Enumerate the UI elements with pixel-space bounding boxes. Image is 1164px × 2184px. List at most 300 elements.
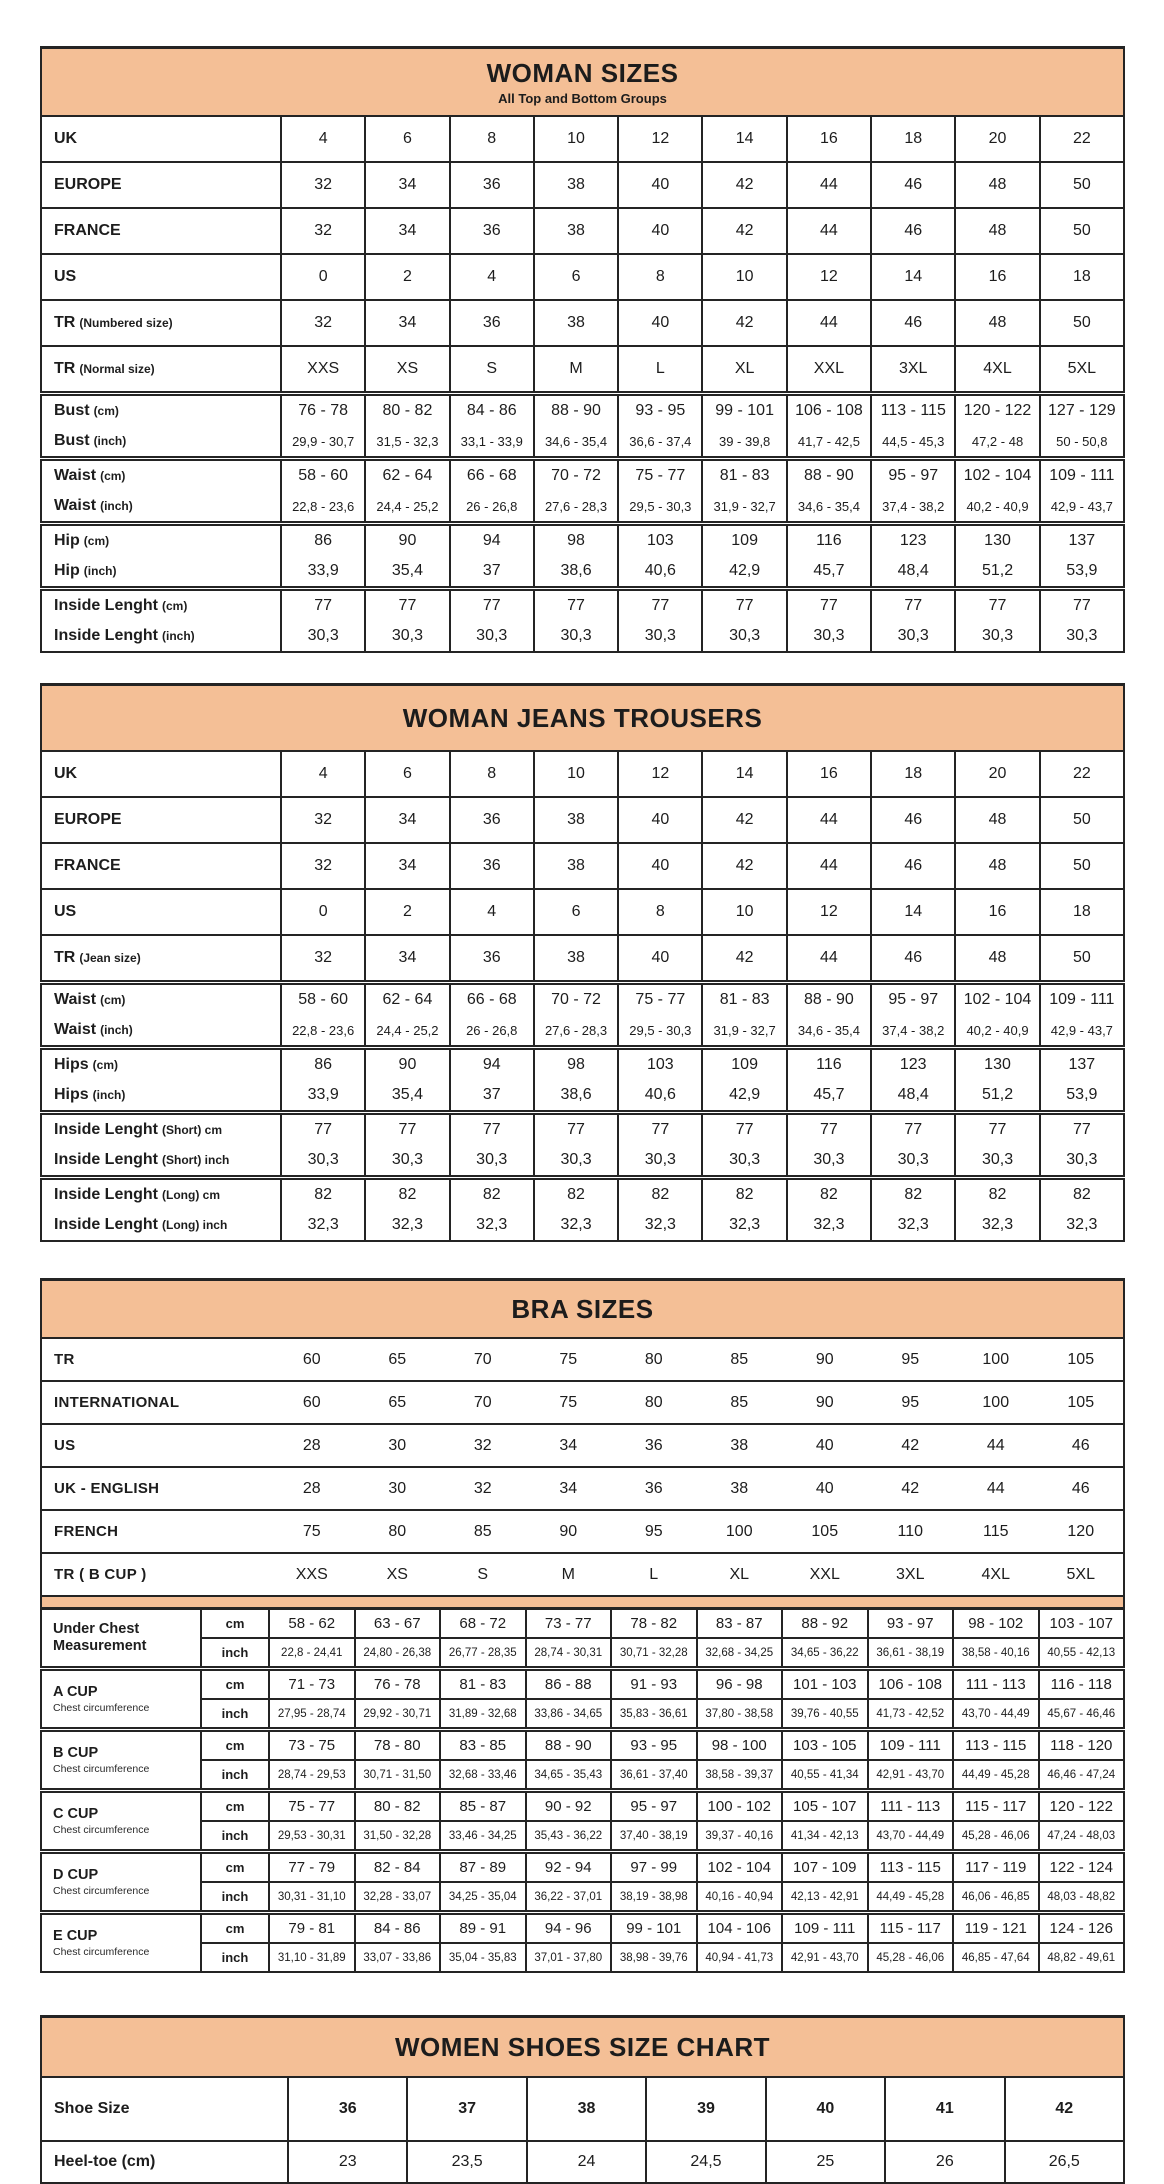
cell-value: 35,83 - 36,61	[611, 1699, 697, 1730]
row-label-note: (Short) cm	[162, 1123, 222, 1137]
row-label-text: Inside Lenght	[54, 627, 158, 644]
cell-value: 30,3	[702, 621, 786, 652]
cell-value: 109 - 111	[1040, 983, 1124, 1016]
cell-value: 35,04 - 35,83	[440, 1943, 526, 1972]
row-label-text: Waist	[54, 497, 97, 514]
unit-label: cm	[201, 1852, 269, 1883]
cell-value: 43,70 - 44,49	[868, 1821, 954, 1852]
cell-value: 88 - 90	[787, 459, 871, 492]
cell-value: 37	[450, 1080, 534, 1113]
cell-value: 93 - 95	[611, 1730, 697, 1761]
cell-value: 58 - 60	[281, 459, 365, 492]
cell-value: 50	[1040, 935, 1124, 983]
cell-value: 6	[534, 889, 618, 935]
table-row	[41, 1669, 1124, 1700]
cell-value: 62 - 64	[365, 459, 449, 492]
cell-value: 44	[787, 935, 871, 983]
cell-value: 93 - 95	[618, 394, 702, 427]
cell-value: 26	[885, 2141, 1004, 2183]
unit-label: inch	[201, 1699, 269, 1730]
row-label-text: FRANCE	[54, 857, 121, 874]
cell-value: 16	[787, 116, 871, 162]
cell-value: 81 - 83	[702, 459, 786, 492]
row-label-text: TR	[54, 1350, 75, 1368]
cell-value: 115 - 117	[953, 1791, 1039, 1822]
cell-value: 75 - 77	[269, 1791, 355, 1822]
table-row	[41, 1730, 1124, 1761]
cell-value: 28	[269, 1467, 355, 1510]
row-label	[41, 1669, 201, 1730]
row-label	[41, 1609, 201, 1669]
cell-value: XXS	[269, 1553, 355, 1596]
cell-value: 36	[450, 300, 534, 346]
cell-value: 37,40 - 38,19	[611, 1821, 697, 1852]
cell-value: 37,4 - 38,2	[871, 1015, 955, 1048]
cell-value: 100	[697, 1510, 783, 1553]
cell-value: 137	[1040, 524, 1124, 557]
cell-value: 30,71 - 32,28	[611, 1638, 697, 1669]
cell-value: 96 - 98	[697, 1669, 783, 1700]
table-row	[41, 1882, 1124, 1913]
cell-value: 109 - 111	[1040, 459, 1124, 492]
cell-value: 42,9 - 43,7	[1040, 491, 1124, 524]
row-label-note: (Normal size)	[79, 362, 155, 376]
cell-value: 109 - 111	[868, 1730, 954, 1761]
cell-value: 23	[288, 2141, 407, 2183]
cell-value: XL	[697, 1553, 783, 1596]
cell-value: 127 - 129	[1040, 394, 1124, 427]
cell-value: 50	[1040, 208, 1124, 254]
cell-value: 99 - 101	[611, 1913, 697, 1944]
cell-value: 50	[1040, 300, 1124, 346]
cell-value: 82	[787, 1178, 871, 1211]
cell-value: 24,4 - 25,2	[365, 1015, 449, 1048]
cell-value: 102 - 104	[697, 1852, 783, 1883]
cell-value: 66 - 68	[450, 983, 534, 1016]
cell-value: 16	[955, 254, 1039, 300]
cell-value: 10	[702, 254, 786, 300]
cell-value: 24,80 - 26,38	[355, 1638, 441, 1669]
table-title-cell	[41, 1280, 1124, 1339]
row-label-text: Inside Lenght	[54, 1121, 158, 1138]
cell-value: 77	[1040, 589, 1124, 622]
table-row	[41, 1015, 1124, 1048]
cell-value: 28	[269, 1424, 355, 1467]
cell-value: 102 - 104	[955, 459, 1039, 492]
woman-jeans-trousers-section	[40, 683, 1164, 1242]
row-label-text: Heel-toe (cm)	[54, 2153, 156, 2170]
row-label	[41, 1178, 281, 1211]
cell-value: 45,7	[787, 556, 871, 589]
row-label-note: Chest circumference	[53, 1945, 150, 1958]
cell-value: 78 - 80	[355, 1730, 441, 1761]
cell-value: 88 - 90	[787, 983, 871, 1016]
cell-value: 42	[702, 162, 786, 208]
cell-value: 98 - 100	[697, 1730, 783, 1761]
row-label-note: (Long) inch	[162, 1218, 228, 1232]
cell-value: 26,77 - 28,35	[440, 1638, 526, 1669]
cell-value: 82	[955, 1178, 1039, 1211]
table-row	[41, 797, 1124, 843]
cell-value: 32	[440, 1424, 526, 1467]
cell-value: 90	[365, 524, 449, 557]
cell-value: 90	[365, 1048, 449, 1081]
row-label-text: EUROPE	[54, 811, 122, 828]
cell-value: 105	[1039, 1381, 1125, 1424]
row-label	[41, 889, 281, 935]
cell-value: 75 - 77	[618, 983, 702, 1016]
table-row	[41, 346, 1124, 394]
cell-value: 40	[766, 2077, 885, 2141]
table-row	[41, 1852, 1124, 1883]
cell-value: 22,8 - 23,6	[281, 1015, 365, 1048]
cell-value: 130	[955, 1048, 1039, 1081]
cell-value: 24,5	[646, 2141, 765, 2183]
cell-value: 88 - 90	[534, 394, 618, 427]
row-label	[41, 394, 281, 427]
cell-value: 82	[534, 1178, 618, 1211]
row-label	[41, 751, 281, 797]
cell-value: 95	[611, 1510, 697, 1553]
cell-value: 47,24 - 48,03	[1039, 1821, 1125, 1852]
table-title-cell	[41, 48, 1124, 117]
cell-value: L	[618, 346, 702, 394]
cell-value: 119 - 121	[953, 1913, 1039, 1944]
cell-value: 110	[868, 1510, 954, 1553]
cell-value: 120 - 122	[1039, 1791, 1125, 1822]
table-row	[41, 1080, 1124, 1113]
cell-value: 3XL	[871, 346, 955, 394]
cell-value: 38	[534, 208, 618, 254]
cell-value: 32,28 - 33,07	[355, 1882, 441, 1913]
cell-value: 77	[281, 1113, 365, 1146]
table-title-row	[41, 2017, 1124, 2078]
table-title: WOMEN SHOES SIZE CHART	[394, 2031, 770, 2062]
cell-value: 117 - 119	[953, 1852, 1039, 1883]
row-label-text: Inside Lenght	[54, 597, 158, 614]
cell-value: 48	[955, 208, 1039, 254]
cell-value: 105	[1039, 1338, 1125, 1381]
row-label-text: Inside Lenght	[54, 1151, 158, 1168]
cell-value: 22	[1040, 751, 1124, 797]
cell-value: 44	[787, 162, 871, 208]
cell-value: 115	[953, 1510, 1039, 1553]
cell-value: 14	[702, 116, 786, 162]
cell-value: 23,5	[407, 2141, 526, 2183]
unit-label: inch	[201, 1821, 269, 1852]
cell-value: 104 - 106	[697, 1913, 783, 1944]
cell-value: 46	[871, 797, 955, 843]
cell-value: 32,68 - 34,25	[697, 1638, 783, 1669]
table-row	[41, 1113, 1124, 1146]
cell-value: 29,5 - 30,3	[618, 1015, 702, 1048]
cell-value: 48	[955, 935, 1039, 983]
cell-value: 90	[782, 1381, 868, 1424]
row-label-note: (inch)	[83, 564, 117, 578]
row-label	[41, 162, 281, 208]
row-label-text: Hips	[54, 1086, 89, 1103]
table-row	[41, 1943, 1124, 1972]
cell-value: 50 - 50,8	[1040, 426, 1124, 459]
cell-value: 85	[440, 1510, 526, 1553]
cell-value: 34	[365, 797, 449, 843]
cell-value: 28,74 - 30,31	[526, 1638, 612, 1669]
cell-value: 32	[440, 1467, 526, 1510]
cell-value: 45,28 - 46,06	[868, 1943, 954, 1972]
cell-value: 6	[534, 254, 618, 300]
row-label	[41, 2141, 288, 2183]
cell-value: 107 - 109	[782, 1852, 868, 1883]
cell-value: 95	[868, 1338, 954, 1381]
cell-value: 36	[450, 162, 534, 208]
table-row	[41, 1048, 1124, 1081]
cell-value: 34	[365, 208, 449, 254]
row-label-note: (inch)	[162, 629, 195, 643]
cell-value: 33,07 - 33,86	[355, 1943, 441, 1972]
cell-value: 18	[1040, 254, 1124, 300]
cell-value: 70	[440, 1338, 526, 1381]
cell-value: 89 - 91	[440, 1913, 526, 1944]
cell-value: 98	[534, 524, 618, 557]
cell-value: 50	[1040, 162, 1124, 208]
row-label	[41, 491, 281, 524]
cell-value: 65	[355, 1381, 441, 1424]
cell-value: 33,9	[281, 556, 365, 589]
cell-value: 27,6 - 28,3	[534, 491, 618, 524]
table-row	[41, 254, 1124, 300]
cell-value: 38	[534, 843, 618, 889]
cell-value: 40	[618, 797, 702, 843]
cell-value: 30	[355, 1467, 441, 1510]
cell-value: 5XL	[1039, 1553, 1125, 1596]
cell-value: 48	[955, 843, 1039, 889]
table-row	[41, 426, 1124, 459]
cell-value: 34	[365, 162, 449, 208]
cell-value: 31,9 - 32,7	[702, 491, 786, 524]
table-row	[41, 843, 1124, 889]
cell-value: 93 - 97	[868, 1609, 954, 1639]
cell-value: 32	[281, 300, 365, 346]
cell-value: 36	[450, 935, 534, 983]
separator-strip	[41, 1596, 1124, 1609]
row-label	[41, 621, 281, 652]
cell-value: 123	[871, 1048, 955, 1081]
cell-value: 4XL	[955, 346, 1039, 394]
table-row	[41, 300, 1124, 346]
cell-value: 0	[281, 889, 365, 935]
cell-value: 48	[955, 162, 1039, 208]
cell-value: XXL	[787, 346, 871, 394]
cell-value: 58 - 62	[269, 1609, 355, 1639]
row-label	[41, 983, 281, 1016]
cell-value: 38	[534, 300, 618, 346]
row-label-note: (cm)	[83, 534, 110, 548]
cell-value: 12	[618, 751, 702, 797]
cell-value: 77 - 79	[269, 1852, 355, 1883]
cell-value: 47,2 - 48	[955, 426, 1039, 459]
cell-value: 43,70 - 44,49	[953, 1699, 1039, 1730]
cell-value: 77	[618, 589, 702, 622]
cell-value: 113 - 115	[871, 394, 955, 427]
cell-value: 34	[526, 1424, 612, 1467]
row-label-text: Bust	[54, 432, 90, 449]
cell-value: 123	[871, 524, 955, 557]
cell-value: 75	[526, 1338, 612, 1381]
cell-value: 84 - 86	[355, 1913, 441, 1944]
cell-value: 130	[955, 524, 1039, 557]
table-row	[41, 116, 1124, 162]
cell-value: 29,9 - 30,7	[281, 426, 365, 459]
table-row	[41, 935, 1124, 983]
cell-value: 82	[618, 1178, 702, 1211]
cell-value: 66 - 68	[450, 459, 534, 492]
cell-value: 26,5	[1005, 2141, 1124, 2183]
cell-value: 44,49 - 45,28	[868, 1882, 954, 1913]
row-label-note: (Jean size)	[79, 951, 141, 965]
cell-value: 124 - 126	[1039, 1913, 1125, 1944]
cell-value: 46	[1039, 1424, 1125, 1467]
cell-value: 10	[534, 116, 618, 162]
cell-value: 14	[871, 889, 955, 935]
row-label	[41, 1080, 281, 1113]
cell-value: 42	[702, 208, 786, 254]
cell-value: 30,3	[618, 621, 702, 652]
table-row	[41, 1467, 1124, 1510]
cell-value: 53,9	[1040, 1080, 1124, 1113]
cell-value: 30,3	[787, 1145, 871, 1178]
cell-value: 75 - 77	[618, 459, 702, 492]
cell-value: 30,3	[871, 1145, 955, 1178]
cell-value: 38,58 - 39,37	[697, 1760, 783, 1791]
cell-value: 46	[871, 935, 955, 983]
cell-value: 31,89 - 32,68	[440, 1699, 526, 1730]
cell-value: 46,06 - 46,85	[953, 1882, 1039, 1913]
row-label	[41, 797, 281, 843]
cell-value: 34	[365, 300, 449, 346]
cell-value: 92 - 94	[526, 1852, 612, 1883]
cell-value: 32,3	[1040, 1210, 1124, 1241]
unit-label: cm	[201, 1730, 269, 1761]
cell-value: 38,6	[534, 1080, 618, 1113]
row-label	[41, 1467, 269, 1510]
row-label	[41, 254, 281, 300]
cell-value: 25	[766, 2141, 885, 2183]
cell-value: 34,65 - 35,43	[526, 1760, 612, 1791]
cell-value: 40,55 - 42,13	[1039, 1638, 1125, 1669]
cell-value: XL	[702, 346, 786, 394]
row-label	[41, 589, 281, 622]
woman-sizes-section	[40, 46, 1164, 653]
cell-value: 51,2	[955, 1080, 1039, 1113]
table-row	[41, 1381, 1124, 1424]
row-label	[41, 300, 281, 346]
table-row	[41, 394, 1124, 427]
cell-value: 30,3	[1040, 1145, 1124, 1178]
cell-value: 90	[526, 1510, 612, 1553]
cell-value: 40	[782, 1467, 868, 1510]
cell-value: 77	[450, 589, 534, 622]
row-label	[41, 935, 281, 983]
cell-value: 36	[450, 208, 534, 254]
cell-value: 34	[365, 935, 449, 983]
cell-value: 63 - 67	[355, 1609, 441, 1639]
table-row	[41, 1760, 1124, 1791]
cell-value: 41	[885, 2077, 1004, 2141]
cell-value: 109 - 111	[782, 1913, 868, 1944]
cell-value: 50	[1040, 797, 1124, 843]
cell-value: 40,6	[618, 1080, 702, 1113]
row-label-text: FRANCE	[54, 222, 121, 239]
row-label	[41, 459, 281, 492]
row-label-note: (inch)	[100, 1023, 133, 1037]
cell-value: 8	[450, 116, 534, 162]
cell-value: 45,28 - 46,06	[953, 1821, 1039, 1852]
cell-value: 29,53 - 30,31	[269, 1821, 355, 1852]
cell-value: 42	[702, 935, 786, 983]
cell-value: 60	[269, 1338, 355, 1381]
cell-value: 35,4	[365, 1080, 449, 1113]
cell-value: XXS	[281, 346, 365, 394]
cell-value: 24	[527, 2141, 646, 2183]
cell-value: 105	[782, 1510, 868, 1553]
row-label-text: Inside Lenght	[54, 1216, 158, 1233]
cell-value: 83 - 87	[697, 1609, 783, 1639]
row-label	[41, 1553, 269, 1596]
table-row	[41, 208, 1124, 254]
cell-value: 37	[407, 2077, 526, 2141]
table-row	[41, 1178, 1124, 1211]
cell-value: 35,43 - 36,22	[526, 1821, 612, 1852]
cell-value: 30	[355, 1424, 441, 1467]
cell-value: 44	[787, 300, 871, 346]
cell-value: 88 - 92	[782, 1609, 868, 1639]
cell-value: 48	[955, 300, 1039, 346]
row-label	[41, 1852, 201, 1913]
cell-value: 116	[787, 524, 871, 557]
cell-value: 0	[281, 254, 365, 300]
row-label-text: TR	[54, 314, 76, 331]
cell-value: 70 - 72	[534, 983, 618, 1016]
table-row	[41, 1699, 1124, 1730]
cell-value: 44	[787, 208, 871, 254]
row-label-note: (cm)	[92, 1058, 119, 1072]
row-label	[41, 2077, 288, 2141]
row-label-text: Hips	[54, 1056, 89, 1073]
cell-value: 60	[269, 1381, 355, 1424]
cell-value: 40	[618, 300, 702, 346]
cell-value: 48,82 - 49,61	[1039, 1943, 1125, 1972]
cell-value: 79 - 81	[269, 1913, 355, 1944]
cell-value: 95 - 97	[611, 1791, 697, 1822]
cell-value: 38,6	[534, 556, 618, 589]
cell-value: 42,91 - 43,70	[782, 1943, 868, 1972]
row-label-text: US	[54, 1436, 76, 1454]
cell-value: 42,91 - 43,70	[868, 1760, 954, 1791]
cell-value: S	[450, 346, 534, 394]
cell-value: 36	[450, 843, 534, 889]
cell-value: 42	[868, 1424, 954, 1467]
cell-value: 31,10 - 31,89	[269, 1943, 355, 1972]
cell-value: 22	[1040, 116, 1124, 162]
cell-value: 31,9 - 32,7	[702, 1015, 786, 1048]
row-label-text: Under Chest Measurement	[53, 1621, 147, 1654]
table-row	[41, 983, 1124, 1016]
cell-value: 38	[534, 935, 618, 983]
cell-value: 46	[1039, 1467, 1125, 1510]
cell-value: 38,19 - 38,98	[611, 1882, 697, 1913]
cell-value: 106 - 108	[787, 394, 871, 427]
cell-value: 84 - 86	[450, 394, 534, 427]
